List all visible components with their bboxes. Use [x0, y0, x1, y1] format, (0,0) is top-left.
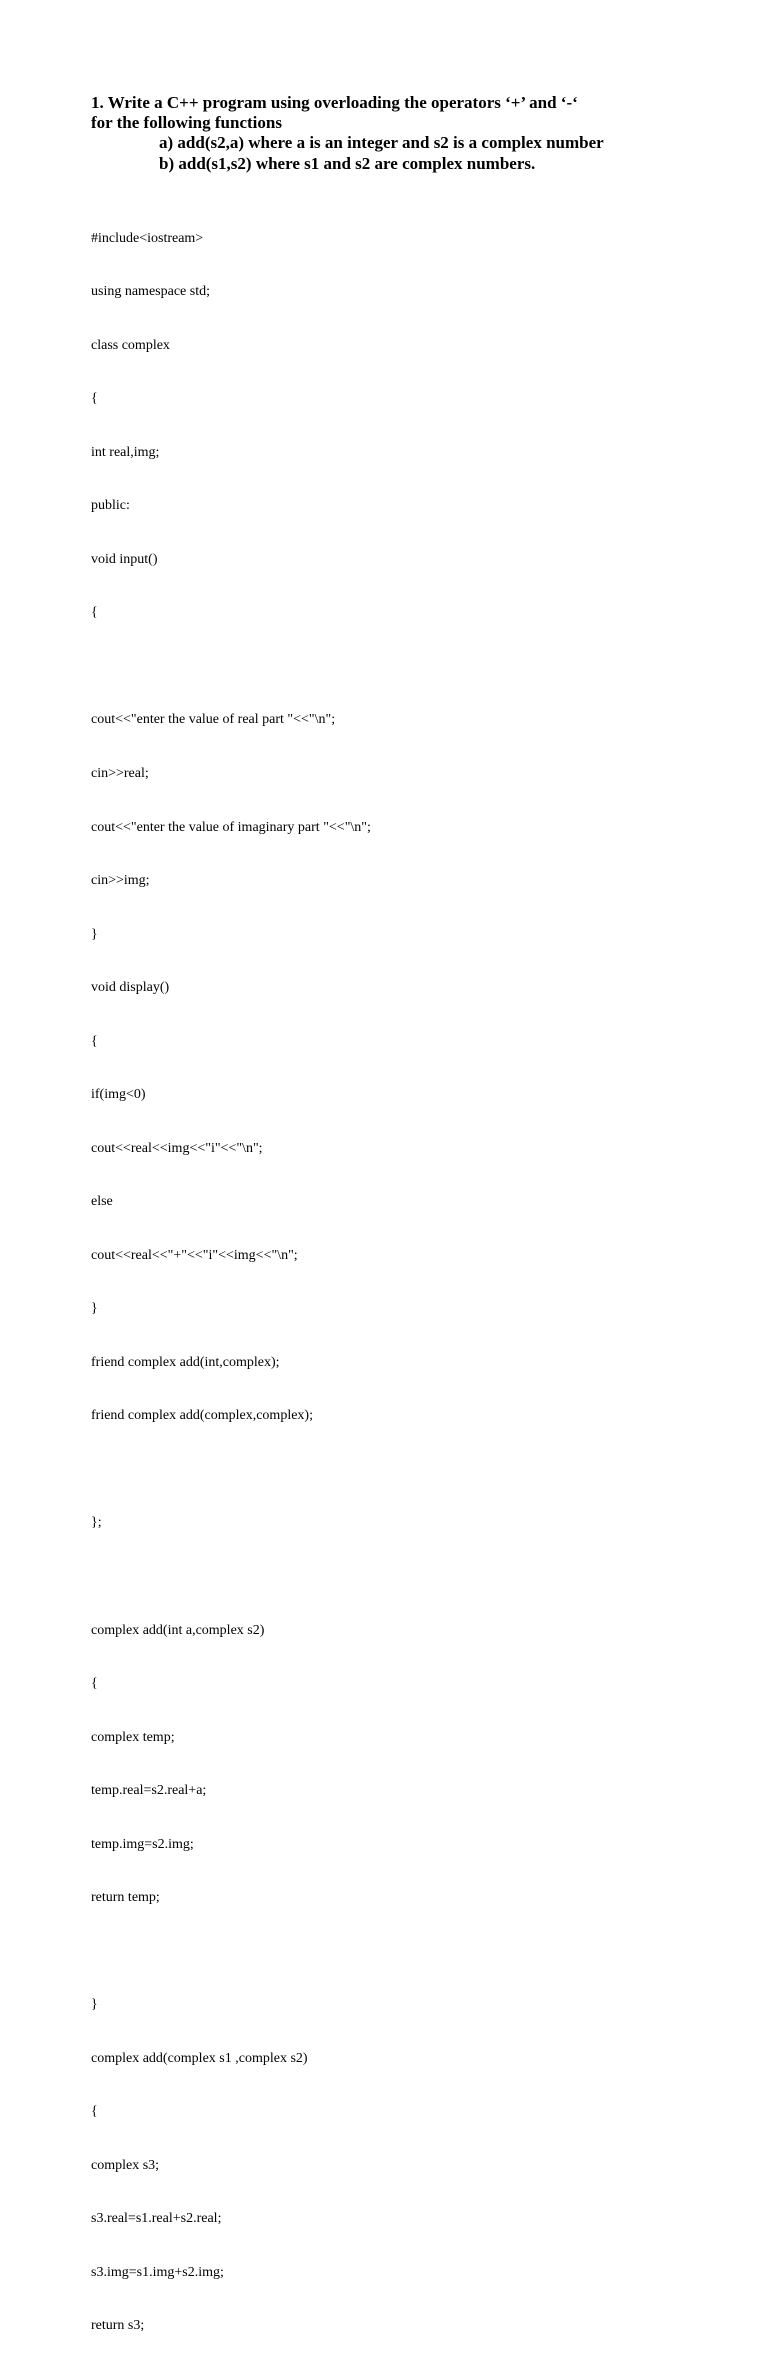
code-line: }	[91, 1997, 98, 2013]
code-line	[91, 1943, 731, 1961]
code-line: {	[91, 391, 98, 407]
code-line: }	[91, 926, 98, 942]
code-line: friend complex add(complex,complex);	[91, 1408, 313, 1424]
code-line: complex add(complex s1 ,complex s2)	[91, 2050, 308, 2066]
code-line: cout<<"enter the value of imaginary part "<<"\n";	[91, 819, 371, 835]
code-line: #include<iostream>	[91, 230, 204, 246]
code-line	[91, 1568, 731, 1586]
code-line: temp.real=s2.real+a;	[91, 1783, 207, 1799]
code-line: void input()	[91, 551, 158, 567]
code-line: };	[91, 1515, 102, 1531]
code-line: complex temp;	[91, 1729, 175, 1745]
code-line: return temp;	[91, 1890, 160, 1906]
code-line	[91, 1461, 731, 1479]
code-listing	[91, 194, 731, 2371]
code-line: using namespace std;	[91, 284, 210, 300]
code-line: cout<<"enter the value of real part "<<"\n";	[91, 712, 336, 728]
code-line: cin>>img;	[91, 873, 150, 889]
code-line: if(img<0)	[91, 1087, 146, 1103]
code-line: {	[91, 1033, 98, 1049]
code-line: }	[91, 1301, 98, 1317]
code-line: cout<<real<<img<<"i"<<"\n";	[91, 1140, 263, 1156]
code-line: int real,img;	[91, 444, 160, 460]
code-line: {	[91, 1676, 98, 1692]
question-line-2: for the following functions	[91, 113, 282, 132]
code-line: cout<<real<<"+"<<"i"<<img<<"\n";	[91, 1247, 298, 1263]
code-line: friend complex add(int,complex);	[91, 1354, 280, 1370]
code-line: return s3;	[91, 2318, 145, 2334]
code-line: complex add(int a,complex s2)	[91, 1622, 265, 1638]
code-line: s3.img=s1.img+s2.img;	[91, 2264, 224, 2280]
code-line: {	[91, 605, 98, 621]
code-line: class complex	[91, 337, 170, 353]
code-line: s3.real=s1.real+s2.real;	[91, 2211, 222, 2227]
code-line: complex s3;	[91, 2157, 160, 2173]
code-line	[91, 658, 731, 676]
code-line: temp.img=s2.img;	[91, 1836, 194, 1852]
code-line: cin>>real;	[91, 766, 149, 781]
code-line: public:	[91, 498, 130, 514]
question-item-b: b) add(s1,s2) where s1 and s2 are complex numbers.	[159, 154, 536, 173]
question-heading	[91, 93, 731, 175]
question-item-a: a) add(s2,a) where a is an integer and s2 is a complex number	[159, 133, 604, 152]
code-line: {	[91, 2104, 98, 2120]
code-line: void display()	[91, 980, 170, 996]
code-line: else	[91, 1194, 113, 1210]
question-line-1: 1. Write a C++ program using overloading the operators ‘+’ and ‘-‘	[91, 93, 578, 112]
